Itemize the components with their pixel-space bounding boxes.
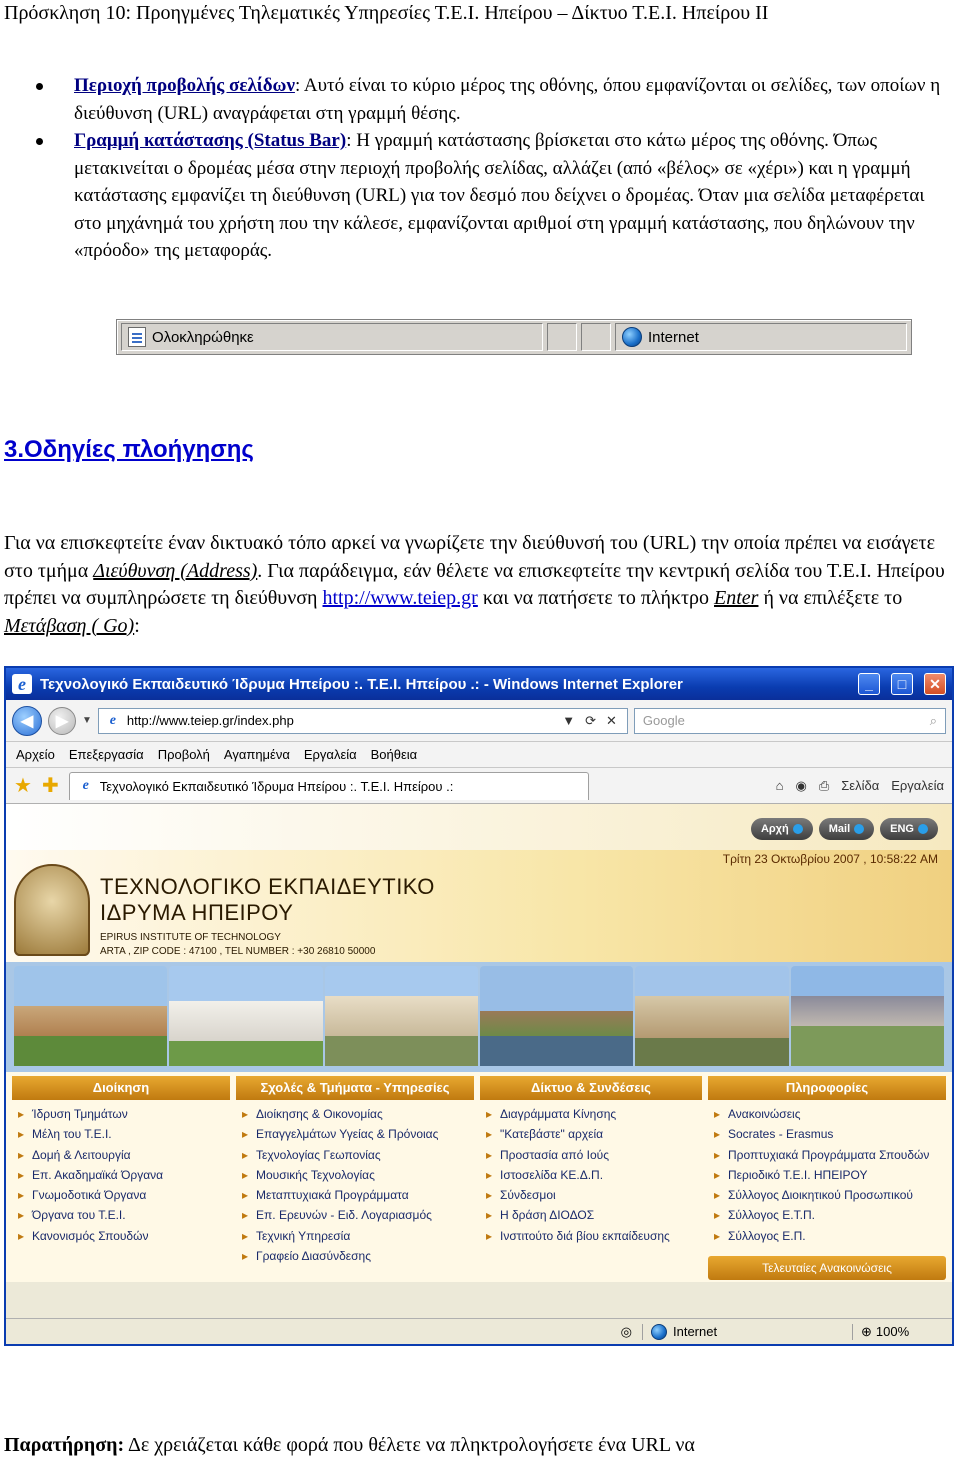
arrow-icon <box>854 824 864 834</box>
site-home-button[interactable]: Αρχή <box>751 818 813 840</box>
address-tools <box>562 713 621 729</box>
site-name-line1: ΤΕΧΝΟΛΟΓΙΚΟ ΕΚΠΑΙΔΕΥΤΙΚΟ <box>100 874 435 899</box>
site-address: ARTA , ZIP CODE : 47100 , TEL NUMBER : +30 26810 50000 <box>100 946 376 957</box>
campus-photo <box>14 966 167 1066</box>
feeds-icon[interactable]: ◉ <box>795 777 807 793</box>
para-text: και να πατήσετε το πλήκτρο <box>477 587 715 609</box>
zoom-level: 100% <box>875 1324 910 1339</box>
browser-tab[interactable] <box>69 772 589 800</box>
menu-link[interactable]: ▸ "Κατεβάστε" αρχεία <box>486 1124 696 1144</box>
home-icon[interactable]: ⌂ <box>775 778 784 793</box>
menu-link[interactable]: ▸ Περιοδικό Τ.Ε.Ι. ΗΠΕΙΡΟΥ <box>714 1165 940 1185</box>
instructions-paragraph <box>4 530 956 640</box>
bullet-item <box>36 127 956 265</box>
menu-link[interactable]: ▸ Σύλλογος Ε.Π. <box>714 1226 940 1246</box>
arrow-icon <box>793 824 803 834</box>
menu-column-info <box>708 1076 946 1280</box>
globe-icon <box>622 327 642 347</box>
address-dropdown-icon[interactable]: ▼ <box>562 712 576 728</box>
menu-link[interactable]: ▸ Τεχνική Υπηρεσία <box>242 1226 468 1246</box>
menu-link[interactable]: ▸ Η δράση ΔΙΟΔΟΣ <box>486 1205 696 1225</box>
menu-column-administration <box>12 1076 230 1280</box>
site-name-english: EPIRUS INSTITUTE OF TECHNOLOGY <box>100 932 281 943</box>
campus-photo <box>635 966 788 1066</box>
favorites-star-icon[interactable]: ★ <box>14 775 32 797</box>
para-text: : <box>134 614 140 637</box>
bullet-item <box>36 72 956 127</box>
bullet-text: : Η γραμμή κατάστασης βρίσκεται στο κάτω μέρος της οθόνης. Όπως μετακινείται ο δρομέας μέσα στην περιοχή προβολής σελίδας, αλλάζει (από «βέλος» σε «χέρι») και η γραμμή κατάστασης εμφανίζει τη διεύθυνση (URL) για τον δεσμό που δείχνει ο δρομέας. Όταν μια σελίδα μεταφέρεται στο μηχάνημά του χρήστη που την κάλεσε, εμφανίζονται αριθμοί στη γραμμή κατάστασης, που δηλώνουν την «πρόοδο» της μεταφοράς. <box>74 130 925 261</box>
zoom-control[interactable] <box>852 1324 942 1340</box>
print-icon[interactable]: ⎙ <box>818 777 830 793</box>
institution-emblem <box>14 864 90 956</box>
security-zone[interactable] <box>642 1324 842 1340</box>
menu-link[interactable]: ▸ Επ. Ερευνών - Ειδ. Λογαριασμός <box>242 1205 468 1225</box>
back-button[interactable]: ◀ <box>12 706 42 736</box>
status-done-text: Ολοκληρώθηκε <box>152 328 254 346</box>
site-eng-button[interactable]: ENG <box>880 818 938 840</box>
para-text: . Για παράδειγμα, εάν θέλετε να επισκεφτείτε την κεντρική σελίδα του Τ.Ε.Ι. Ηπείρου πρέπει να συμπληρώσετε τη διεύθυνση <box>4 559 945 609</box>
menu-link[interactable]: ▸ Προστασία από Ιούς <box>486 1145 696 1165</box>
menu-link[interactable]: ▸ Ινστιτούτο διά βίου εκπαίδευσης <box>486 1226 696 1246</box>
menu-link[interactable]: ▸ Προπτυχιακά Προγράμματα Σπουδών <box>714 1145 940 1165</box>
go-term: Μετάβαση ( Go) <box>4 614 135 637</box>
menu-view[interactable]: Προβολή <box>157 747 210 762</box>
menu-tools[interactable]: Εργαλεία <box>303 747 357 762</box>
page-favicon-icon: e <box>105 713 121 729</box>
browser-title: Τεχνολογικό Εκπαιδευτικό Ίδρυμα Ηπείρου :. Τ.Ε.Ι. Ηπείρου .: - Windows Internet Explorer <box>40 675 683 693</box>
status-empty-cell <box>581 323 611 351</box>
menu-link[interactable]: ▸ Διοίκησης & Οικονομίας <box>242 1104 468 1124</box>
globe-icon <box>651 1324 667 1340</box>
browser-window <box>4 666 954 1346</box>
browser-title-bar[interactable] <box>6 668 952 700</box>
menu-link[interactable]: ▸ Επ. Ακαδημαϊκά Όργανα <box>18 1165 224 1185</box>
menu-link[interactable]: ▸ Socrates - Erasmus <box>714 1124 940 1144</box>
column-header: Σχολές & Τμήματα - Υπηρεσίες <box>236 1076 474 1100</box>
menu-link[interactable]: ▸ Όργανα του Τ.Ε.Ι. <box>18 1205 224 1225</box>
forward-button[interactable]: ▶ <box>48 707 76 735</box>
column-header: Πληροφορίες <box>708 1076 946 1100</box>
address-term: Διεύθυνση (Address) <box>93 559 258 582</box>
tab-bar <box>6 768 952 804</box>
column-header: Διοίκηση <box>12 1076 230 1100</box>
campus-photo <box>169 966 322 1066</box>
menu-link[interactable]: ▸ Κανονισμός Σπουδών <box>18 1226 224 1246</box>
add-favorite-icon[interactable]: ✚ <box>41 775 59 797</box>
bullet-term: Περιοχή προβολής σελίδων <box>74 75 295 96</box>
status-done-cell <box>121 323 543 351</box>
menu-link[interactable]: ▸ Μεταπτυχιακά Προγράμματα <box>242 1185 468 1205</box>
bullet-term: Γραμμή κατάστασης (Status Bar) <box>74 130 347 151</box>
photo-strip <box>6 962 952 1072</box>
note-label: Παρατήρηση: <box>4 1434 125 1456</box>
menu-column-network <box>480 1076 702 1280</box>
menu-column-schools <box>236 1076 474 1280</box>
menu-file[interactable]: Αρχείο <box>16 747 55 762</box>
maximize-button[interactable]: □ <box>891 673 913 695</box>
enter-key-term: Enter <box>714 587 759 609</box>
status-bar-screenshot <box>116 319 912 355</box>
status-zone-cell <box>615 323 907 351</box>
history-dropdown-icon[interactable]: ▼ <box>82 715 92 726</box>
bullet-list <box>36 72 956 265</box>
search-box[interactable] <box>634 708 946 734</box>
site-datetime: Τρίτη 23 Οκτωβρίου 2007 , 10:58:22 AM <box>722 852 938 866</box>
address-bar[interactable] <box>98 708 628 734</box>
menu-link[interactable]: ▸ Ιστοσελίδα ΚΕ.Δ.Π. <box>486 1165 696 1185</box>
browser-status-bar <box>6 1318 952 1344</box>
para-text: Για να επισκεφτείτε έναν δικτυακό τόπο αρκεί να γνωρίζετε την διεύθυνσή του (URL) την οποία πρέπει να εισάγετε στο τμήμα <box>4 532 935 582</box>
tab-title: Τεχνολογικό Εκπαιδευτικό Ίδρυμα Ηπείρου :. Τ.Ε.Ι. Ηπείρου .: <box>99 778 454 794</box>
note-text: Δε χρειάζεται κάθε φορά που θέλετε να πληκτρολογήσετε ένα URL να <box>124 1434 695 1456</box>
menu-link[interactable]: ▸ Σύλλογος Διοικητικού Προσωπικού <box>714 1185 940 1205</box>
search-icon[interactable]: ⌕ <box>929 712 937 728</box>
menu-favorites[interactable]: Αγαπημένα <box>223 747 290 762</box>
menu-link[interactable]: ▸ Τεχνολογίας Γεωπονίας <box>242 1145 468 1165</box>
zone-text: Internet <box>673 1324 718 1339</box>
section-heading[interactable]: 3.Οδηγίες πλοήγησης <box>4 436 254 463</box>
page-view <box>6 804 952 1282</box>
menu-link[interactable]: ▸ Γραφείο Διασύνδεσης <box>242 1246 468 1266</box>
menu-help[interactable]: Βοήθεια <box>370 747 418 762</box>
menu-link[interactable]: ▸ Σύνδεσμοι <box>486 1185 696 1205</box>
campus-photo <box>791 966 944 1066</box>
close-button[interactable]: ✕ <box>924 673 946 695</box>
menu-link[interactable]: ▸ Δομή & Λειτουργία <box>18 1145 224 1165</box>
site-banner <box>6 850 952 962</box>
ie-logo-icon: e <box>12 674 32 694</box>
menu-link[interactable]: ▸ Ανακοινώσεις <box>714 1104 940 1124</box>
status-zone-text: Internet <box>648 328 699 346</box>
menu-link[interactable]: ▸ Ίδρυση Τμημάτων <box>18 1104 224 1124</box>
site-mail-button[interactable]: Mail <box>819 818 874 840</box>
phishing-filter-icon[interactable]: ◎ <box>620 1323 632 1339</box>
campus-photo <box>325 966 478 1066</box>
menu-bar <box>6 742 952 768</box>
menu-edit[interactable]: Επεξεργασία <box>68 747 144 762</box>
url-link[interactable]: http://www.teiep.gr <box>322 587 478 609</box>
menu-link[interactable]: ▸ Σύλλογος Ε.Τ.Π. <box>714 1205 940 1225</box>
menu-link[interactable]: ▸ Γνωμοδοτικά Όργανα <box>18 1185 224 1205</box>
navigation-bar <box>6 700 952 742</box>
site-menu-grid <box>6 1072 952 1282</box>
menu-link[interactable]: ▸ Μουσικής Τεχνολογίας <box>242 1165 468 1185</box>
refresh-icon[interactable]: ⟳ <box>585 712 596 728</box>
site-top-bar <box>6 804 952 850</box>
menu-link[interactable]: ▸ Επαγγελμάτων Υγείας & Πρόνοιας <box>242 1124 468 1144</box>
menu-link[interactable]: ▸ Διαγράμματα Κίνησης <box>486 1104 696 1124</box>
campus-photo <box>480 966 633 1066</box>
stop-icon[interactable]: ✕ <box>606 712 617 728</box>
note-paragraph <box>4 1434 695 1457</box>
minimize-button[interactable]: _ <box>858 673 880 695</box>
search-input[interactable]: Google <box>642 713 685 728</box>
website <box>6 804 952 1282</box>
zoom-icon: ⊕ <box>861 1323 872 1339</box>
column-header: Δίκτυο & Συνδέσεις <box>480 1076 702 1100</box>
address-input[interactable]: http://www.teiep.gr/index.php <box>126 713 294 728</box>
command-bar <box>776 778 944 794</box>
page-icon <box>128 327 146 347</box>
tools-menu[interactable]: Εργαλεία <box>891 778 944 793</box>
para-text: ή να επιλέξετε το <box>758 587 903 609</box>
latest-announcements-button[interactable]: Τελευταίες Ανακοινώσεις <box>708 1256 946 1280</box>
tab-favicon-icon: e <box>78 778 94 794</box>
bullet-text: : Αυτό είναι το κύριο μέρος της οθόνης, όπου εμφανίζονται οι σελίδες, των οποίων η διεύθυνση (URL) αναγράφεται στη γραμμή θέσης. <box>74 75 941 124</box>
status-empty-cell <box>547 323 577 351</box>
arrow-icon <box>918 824 928 834</box>
menu-link[interactable]: ▸ Μέλη του Τ.Ε.Ι. <box>18 1124 224 1144</box>
site-name-line2: ΙΔΡΥΜΑ ΗΠΕΙΡΟΥ <box>100 900 294 925</box>
page-header: Πρόσκληση 10: Προηγμένες Τηλεματικές Υπηρεσίες Τ.Ε.Ι. Ηπείρου – Δίκτυο Τ.Ε.Ι. Ηπείρου ΙΙ <box>4 2 769 24</box>
page-menu[interactable]: Σελίδα <box>841 778 880 793</box>
